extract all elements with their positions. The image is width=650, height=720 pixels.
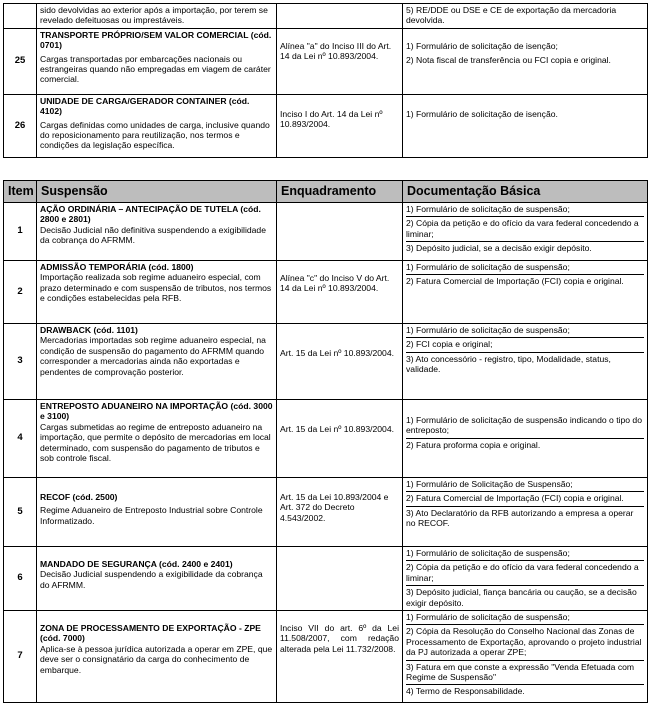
framework-cell: Alínea "c" do Inciso V do Art. 14 da Lei nº 10.893/2004. xyxy=(277,261,403,324)
suspension-cell xyxy=(37,261,277,324)
docs-cell xyxy=(403,4,648,29)
doc-item: 1) Formulário de solicitação de suspensão; xyxy=(406,261,644,275)
framework-cell: Art. 15 da Lei nº 10.893/2004. xyxy=(277,400,403,478)
doc-item: 2) FCI copia e original; xyxy=(406,338,644,352)
table-row xyxy=(4,261,648,324)
item-number: 2 xyxy=(4,261,37,324)
suspension-cell xyxy=(37,324,277,400)
doc-item: 1) Formulário de solicitação de suspensão indicando o tipo do entreposto; xyxy=(406,414,644,439)
item-number xyxy=(4,4,37,29)
header-docs: Documentação Básica xyxy=(403,181,648,203)
item-number: 4 xyxy=(4,400,37,478)
doc-item: 1) Formulário de solicitação de isenção. xyxy=(406,108,558,119)
suspension-title: AÇÃO ORDINÁRIA – ANTECIPAÇÃO DE TUTELA (cód. 2800 e 2801) xyxy=(40,204,261,225)
suspension-title: MANDADO DE SEGURANÇA (cód. 2400 e 2401) xyxy=(40,559,233,569)
doc-item: 2) Cópia da petição e do ofício da vara federal concedendo a liminar; xyxy=(406,217,644,242)
suspension-title: DRAWBACK (cód. 1101) xyxy=(40,325,138,335)
suspension-description: Regime Aduaneiro de Entreposto Industrial sobre Controle Informatizado. xyxy=(40,505,263,526)
framework-cell: Art. 15 da Lei nº 10.893/2004. xyxy=(277,324,403,400)
doc-item: 2) Nota fiscal de transferência ou FCI copia e original. xyxy=(406,55,611,66)
doc-item: 1) Formulário de solicitação de suspensão; xyxy=(406,611,644,625)
doc-item: 1) Formulário de Solicitação de Suspensão; xyxy=(406,478,644,492)
table-row xyxy=(4,547,648,611)
doc-item: 3) Ato Declaratório da RFB autorizando a empresa a operar no RECOF. xyxy=(406,507,634,529)
header-item: Item xyxy=(4,181,37,203)
doc-item: 2) Fatura Comercial de Importação (FCI) copia e original. xyxy=(406,492,644,506)
item-number: 3 xyxy=(4,324,37,400)
doc-item: 1) Formulário de solicitação de suspensão; xyxy=(406,324,644,338)
framework-cell xyxy=(277,547,403,611)
doc-item: 3) Depósito judicial, fiança bancária ou caução, se a decisão exigir depósito. xyxy=(406,587,637,608)
suspension-cell xyxy=(37,203,277,261)
exemption-description: Cargas definidas como unidades de carga, inclusive quando do reposicionamento para reutilização, nos termos e condições da legislação específica. xyxy=(40,119,270,151)
docs-cell xyxy=(403,324,648,400)
table-row xyxy=(4,28,648,94)
suspension-description: Cargas submetidas ao regime de entreposto aduaneiro na importação, que permite o depósito de mercadorias em local determinado, com suspensão do pagamento de tributos e sob controle fiscal. xyxy=(40,421,271,464)
suspension-description: Decisão Judicial não definitiva suspendendo a exigibilidade da cobrança do AFRMM. xyxy=(40,224,266,246)
suspension-title: ZONA DE PROCESSAMENTO DE EXPORTAÇÃO - ZPE (cód. 7000) xyxy=(40,623,261,644)
exemption-cell xyxy=(37,28,277,94)
item-number: 6 xyxy=(4,547,37,611)
docs-cell xyxy=(403,478,648,547)
item-number: 5 xyxy=(4,478,37,547)
exemption-description: sido devolvidas ao exterior após a importação, por terem se revelado defeituosas ou imprestáveis. xyxy=(40,5,268,26)
item-number: 25 xyxy=(4,28,37,94)
framework-cell: Inciso I do Art. 14 da Lei nº 10.893/2004. xyxy=(277,94,403,157)
framework-cell: Inciso VII do art. 6º da Lei 11.508/2007, com redação alterada pela Lei 11.732/2008. xyxy=(277,611,403,703)
table-row xyxy=(4,94,648,157)
doc-item: 1) Formulário de solicitação de suspensão; xyxy=(406,203,644,217)
exemption-title: UNIDADE DE CARGA/GERADOR CONTAINER (cód. 4102) xyxy=(40,95,250,117)
doc-item: 2) Cópia da petição e do ofício da vara federal concedendo a liminar; xyxy=(406,561,644,586)
exemption-cell xyxy=(37,94,277,157)
item-number: 7 xyxy=(4,611,37,703)
framework-cell: Art. 15 da Lei 10.893/2004 e Art. 372 do Decreto 4.543/2002. xyxy=(277,478,403,547)
table-header-row xyxy=(4,181,648,203)
docs-cell xyxy=(403,400,648,478)
framework-cell xyxy=(277,203,403,261)
table-row xyxy=(4,611,648,703)
suspension-description: Importação realizada sob regime aduaneiro especial, com prazo determinado e com suspensão de tributos, nos termos e condições estabelecidas pela RFB. xyxy=(40,272,272,304)
item-number: 1 xyxy=(4,203,37,261)
docs-cell xyxy=(403,94,648,157)
doc-item: 4) Termo de Responsabilidade. xyxy=(406,686,525,697)
doc-item: 3) Ato concessório - registro, tipo, Modalidade, status, validade. xyxy=(406,353,611,375)
exemption-table xyxy=(3,3,648,158)
doc-item: 2) Cópia da Resolução do Conselho Nacional das Zonas de Processamento de Exportação, aprovando o projeto industrial da PJ autorizada a operar ZPE; xyxy=(406,625,644,660)
exemption-title: TRANSPORTE PRÓPRIO/SEM VALOR COMERCIAL (cód. 0701) xyxy=(40,29,272,51)
doc-item: 1) Formulário de solicitação de suspensão; xyxy=(406,547,644,561)
suspension-cell xyxy=(37,400,277,478)
suspension-description: Mercadorias importadas sob regime aduaneiro especial, na condição de suspensão do pagamento do AFRMM quando corresponder a mercadorias ainda não exportadas e pendentes de comprovação posterior. xyxy=(40,335,266,377)
table-row xyxy=(4,324,648,400)
suspension-title: RECOF (cód. 2500) xyxy=(40,492,118,502)
table-row xyxy=(4,478,648,547)
framework-cell: Alínea "a" do Inciso III do Art. 14 da Lei nº 10.893/2004. xyxy=(277,28,403,94)
suspension-cell xyxy=(37,478,277,547)
table-row xyxy=(4,4,648,29)
suspension-cell xyxy=(37,547,277,611)
docs-cell xyxy=(403,28,648,94)
doc-item: 1) Formulário de solicitação de isenção; xyxy=(406,40,558,51)
docs-cell xyxy=(403,547,648,611)
doc-item: 3) Fatura em que conste a expressão "Venda Efetuada com Regime de Suspensão" xyxy=(406,661,644,686)
suspension-cell xyxy=(37,611,277,703)
doc-item: 2) Fatura Comercial de Importação (FCI) copia e original. xyxy=(406,276,624,287)
doc-item: 2) Fatura proforma copia e original. xyxy=(406,439,541,450)
exemption-cell xyxy=(37,4,277,29)
suspension-title: ADMISSÃO TEMPORÁRIA (cód. 1800) xyxy=(40,262,194,272)
table-row xyxy=(4,203,648,261)
item-number: 26 xyxy=(4,94,37,157)
doc-item: 5) RE/DDE ou DSE e CE de exportação da mercadoria devolvida. xyxy=(406,5,617,26)
header-framework: Enquadramento xyxy=(277,181,403,203)
docs-cell xyxy=(403,261,648,324)
suspension-title: ENTREPOSTO ADUANEIRO NA IMPORTAÇÃO (cód. 3000 e 3100) xyxy=(40,401,273,422)
suspension-table xyxy=(3,180,648,703)
suspension-description: Aplica-se à pessoa jurídica autorizada a operar em ZPE, que deve ser o consignatário da carga do conhecimento de embarque. xyxy=(40,643,273,675)
header-suspension: Suspensão xyxy=(37,181,277,203)
docs-cell xyxy=(403,203,648,261)
doc-item: 3) Depósito judicial, se a decisão exigir depósito. xyxy=(406,243,592,254)
table-row xyxy=(4,400,648,478)
suspension-description: Decisão Judicial suspendendo a exigibilidade da cobrança do AFRMM. xyxy=(40,569,263,590)
exemption-description: Cargas transportadas por embarcações nacionais ou estrangeiras quando não empregadas em viagem de caráter comercial. xyxy=(40,53,271,85)
framework-cell xyxy=(277,4,403,29)
docs-cell xyxy=(403,611,648,703)
